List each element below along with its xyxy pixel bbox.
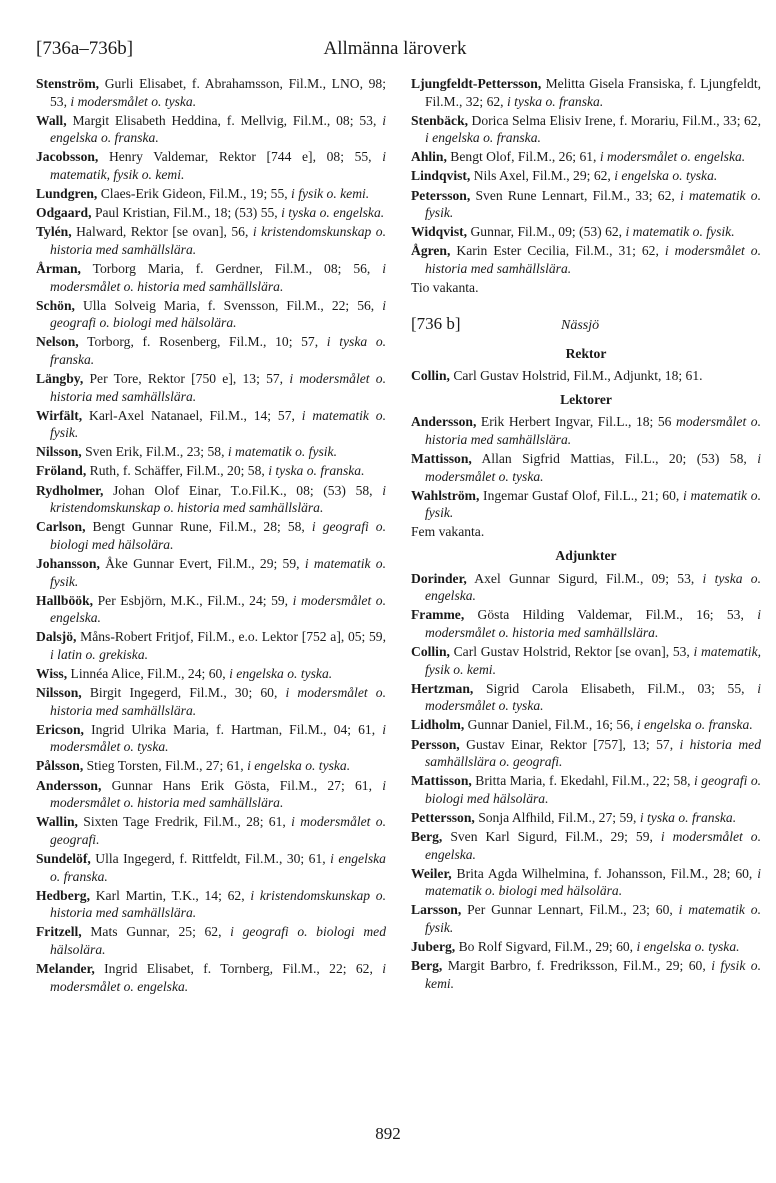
entry-subjects: i matematik o. fysik. [50, 407, 386, 441]
right-column [411, 75, 761, 994]
list-item [36, 407, 386, 442]
list-item [36, 148, 386, 183]
entry-subjects: i matematik o. fysik. [50, 555, 386, 589]
entry-subjects: i engelska o. tyska. [614, 168, 718, 184]
entry-name: Längby, [36, 371, 84, 386]
entry-name: Fröland, [36, 463, 87, 479]
entry-subjects: i engelska o. franska. [50, 112, 386, 146]
entry-name: Stenström, [36, 76, 100, 91]
list-item [36, 684, 386, 719]
entry-details: Bengt Olof, Fil.M., 26; 61, [450, 149, 597, 165]
entry-details: Nils Axel, Fil.M., 29; 62, [473, 168, 611, 184]
entry-name: Hallböök, [36, 592, 94, 608]
entry-details: Per Tore, Rektor [750 e], 13; 57, [89, 371, 284, 386]
entry-subjects: i modersmålet o. historia med samhällslära. [50, 260, 386, 294]
list-item [411, 680, 761, 715]
entry-name: Ahlin, [411, 149, 447, 165]
section-code-header: [736a–736b] [36, 38, 134, 59]
list-item [411, 736, 761, 771]
entry-subjects: i matematik, fysik o. kemi. [425, 644, 762, 677]
list-item [36, 185, 386, 203]
entry-name: Juberg, [411, 939, 456, 955]
list-item [411, 938, 761, 956]
list-item [411, 167, 761, 185]
entry-details: Åke Gunnar Evert, Fil.M., 29; 59, [105, 555, 300, 571]
page-number: 892 [375, 1124, 401, 1143]
entry-subjects: i modersmålet o. historia med samhällslära. [425, 607, 761, 640]
entry-details: Johan Olof Einar, T.o.Fil.K., 08; (53) 58, [113, 482, 373, 498]
entry-name: Mattisson, [411, 773, 472, 789]
entry-name: Dorinder, [411, 570, 467, 586]
entry-subjects: i modersmålet o. tyska. [425, 451, 762, 484]
entry-subjects: i fysik o. kemi. [291, 186, 370, 202]
list-item [36, 813, 386, 848]
list-item [411, 957, 761, 992]
entry-subjects: i modersmålet o. engelska. [425, 828, 761, 862]
entry-subjects: i modersmålet o. engelska. [50, 592, 386, 626]
list-item [36, 628, 386, 663]
entry-details: Stieg Torsten, Fil.M., 27; 61, [86, 758, 244, 774]
entry-details: Ingrid Ulrika Maria, f. Hartman, Fil.M., 04; 61, [91, 721, 376, 737]
entry-name: Sundelöf, [36, 850, 91, 866]
entry-details: Sven Erik, Fil.M., 23; 58, [85, 444, 225, 460]
entry-subjects: i engelska o. tyska. [636, 939, 740, 955]
entry-details: Margit Elisabeth Heddina, f. Mellvig, Fil.M., 08; 53, [72, 112, 377, 128]
list-item [36, 721, 386, 756]
entry-subjects: i tyska o. franska. [268, 463, 365, 479]
entry-name: Lundgren, [36, 186, 98, 202]
list-item [411, 367, 761, 385]
list-item [411, 112, 761, 147]
section-town: Nässjö [561, 317, 600, 333]
list-item [411, 828, 761, 863]
entry-subjects: i geografi o. biologi med hälsolära. [425, 773, 762, 806]
adjunkter-list [411, 570, 761, 993]
entry-details: Bo Rolf Sigvard, Fil.M., 29; 60, [458, 939, 634, 955]
list-item [36, 850, 386, 885]
list-item [36, 297, 386, 332]
entry-subjects: i matematik o. fysik. [425, 187, 761, 221]
entry-details: Gurli Elisabet, f. Abrahamsson, Fil.M., LNO, 98; 53, [50, 76, 387, 109]
entry-details: Sven Karl Sigurd, Fil.M., 29; 59, [450, 828, 653, 844]
list-item [411, 606, 761, 641]
list-item [411, 865, 761, 900]
entry-name: Melander, [36, 961, 95, 976]
right-top-list [411, 75, 761, 278]
entry-name: Johansson, [36, 555, 100, 571]
entry-details: Henry Valdemar, Rektor [744 e], 08; 55, [108, 149, 372, 165]
entry-details: Claes-Erik Gideon, Fil.M., 19; 55, [100, 186, 288, 202]
list-item [36, 112, 386, 147]
entry-details: Erik Herbert Ingvar, Fil.L., 18; 56 [480, 414, 672, 430]
entry-subjects: i matematik o. fysik. [425, 487, 761, 521]
entry-subjects: i kristendomskunskap o. historia med samhällslära. [50, 887, 387, 921]
entry-subjects: i geografi o. biologi med hälsolära. [50, 519, 386, 552]
lektorer-vacancy-note: Fem vakanta. [411, 524, 485, 540]
entry-name: Lindqvist, [411, 168, 471, 184]
entry-name: Carlson, [36, 519, 86, 535]
entry-subjects: i modersmålet o. geografi. [50, 814, 386, 847]
entry-subjects: i modersmålet o. engelska. [599, 149, 746, 165]
entry-details: Per Gunnar Lennart, Fil.M., 23; 60, [467, 902, 673, 918]
entry-subjects: i engelska o. franska. [50, 850, 386, 884]
list-item [36, 960, 386, 995]
list-item [411, 487, 761, 522]
list-item [36, 777, 386, 812]
entry-details: Bengt Gunnar Rune, Fil.M., 28; 58, [92, 519, 305, 535]
entry-subjects: i kristendomskunskap o. historia med samhällslära. [50, 224, 386, 257]
entry-name: Framme, [411, 607, 465, 623]
entry-name: Nilsson, [36, 685, 82, 701]
list-item [411, 450, 761, 485]
entry-name: Årman, [36, 260, 81, 276]
section-heading [411, 311, 761, 339]
list-item [411, 223, 761, 241]
entry-details: Sven Rune Lennart, Fil.M., 33; 62, [475, 187, 675, 203]
entry-details: Carl Gustav Holstrid, Fil.M., Adjunkt, 18; 61. [453, 368, 703, 384]
entry-subjects: i modersmålet o. historia med samhällslära. [50, 371, 386, 404]
entry-subjects: i tyska o. engelska. [281, 205, 385, 221]
list-item [36, 223, 386, 258]
entry-name: Berg, [411, 828, 443, 844]
list-item [36, 923, 386, 958]
list-item [36, 204, 386, 222]
list-item [36, 260, 386, 295]
list-item [36, 75, 386, 110]
left-column [36, 75, 386, 997]
entry-subjects: i modersmålet o. tyska. [425, 680, 761, 714]
entry-details: Gösta Hilding Valdemar, Fil.M., 16; 53, [477, 607, 744, 623]
entry-details: Karl-Axel Natanael, Fil.M., 14; 57, [89, 407, 295, 423]
list-item [411, 809, 761, 827]
entry-details: Paul Kristian, Fil.M., 18; (53) 55, [94, 205, 278, 221]
entry-details: Per Esbjörn, M.K., Fil.M., 24; 59, [97, 592, 289, 608]
entry-details: Sigrid Carola Elisabeth, Fil.M., 03; 55, [485, 680, 745, 696]
list-item [36, 462, 386, 480]
entry-details: Ingemar Gustaf Olof, Fil.L., 21; 60, [483, 487, 680, 503]
entry-name: Collin, [411, 644, 450, 660]
entry-details: Torborg Maria, f. Gerdner, Fil.M., 08; 56, [92, 260, 371, 276]
entry-details: Ulla Solveig Maria, f. Svensson, Fil.M., 22; 56, [82, 297, 375, 313]
entry-subjects: i matematik o. fysik. [227, 444, 337, 460]
entry-name: Petersson, [411, 187, 471, 203]
list-item [411, 187, 761, 222]
entry-name: Nilsson, [36, 444, 82, 460]
list-item [411, 716, 761, 734]
entry-details: Måns-Robert Fritjof, Fil.M., e.o. Lektor [752 a], 05; 59, [80, 629, 386, 645]
entry-name: Collin, [411, 368, 450, 384]
entry-subjects: i engelska o. franska. [425, 130, 541, 146]
entry-details: Melitta Gisela Fransiska, f. Ljungfeldt, Fil.M., 32; 62, [425, 76, 761, 109]
entry-name: Hedberg, [36, 887, 90, 903]
lektorer-list [411, 413, 761, 522]
entry-details: Karl Martin, T.K., 14; 62, [95, 887, 245, 903]
list-item [36, 665, 386, 683]
entry-name: Tylén, [36, 224, 72, 240]
entry-details: Allan Sigfrid Mattias, Fil.L., 20; (53) 58, [481, 451, 747, 467]
entry-subjects: i modersmålet o. engelska. [50, 961, 386, 994]
entry-subjects: i geografi o. biologi med hälsolära. [50, 297, 386, 331]
entry-subjects: i modersmålet o. historia med samhällslära. [50, 685, 386, 718]
entry-details: Carl Gustav Holstrid, Rektor [se ovan], 53, [453, 644, 690, 660]
entry-subjects: modersmålet o. historia med samhällslära. [425, 414, 761, 447]
entry-name: Mattisson, [411, 451, 472, 467]
entry-details: Gunnar Hans Erik Gösta, Fil.M., 27; 61, [111, 777, 372, 793]
page-header [36, 38, 754, 62]
entry-name: Hertzman, [411, 680, 474, 696]
entry-name: Ågren, [411, 243, 451, 259]
list-item [36, 555, 386, 590]
entry-subjects: i tyska o. franska. [50, 334, 387, 367]
entry-subjects: i modersmålet o. historia med samhällslära. [50, 777, 386, 811]
entry-subjects: i tyska o. franska. [506, 93, 604, 109]
entry-name: Persson, [411, 736, 460, 752]
entry-subjects: i latin o. grekiska. [50, 646, 149, 662]
entry-details: Linnéa Alice, Fil.M., 24; 60, [70, 666, 226, 681]
entry-details: Ulla Ingegerd, f. Rittfeldt, Fil.M., 30; 61, [95, 850, 326, 866]
entry-details: Halward, Rektor [se ovan], 56, [76, 224, 249, 240]
entry-name: Odgaard, [36, 205, 92, 221]
list-item [411, 570, 761, 605]
entry-details: Brita Agda Wilhelmina, f. Johansson, Fil.M., 28; 60, [456, 865, 753, 881]
entry-subjects: i tyska o. franska. [639, 809, 737, 825]
entry-name: Andersson, [411, 414, 477, 430]
entry-name: Stenbäck, [411, 112, 469, 128]
entry-details: Gunnar, Fil.M., 09; (53) 62, [470, 224, 623, 240]
list-item [411, 413, 761, 448]
list-item [36, 757, 386, 775]
entry-name: Pettersson, [411, 809, 475, 825]
entry-name: Wallin, [36, 814, 78, 830]
entry-name: Andersson, [36, 777, 102, 793]
entry-details: Gunnar Daniel, Fil.M., 16; 56, [467, 717, 634, 733]
entry-name: Wahlström, [411, 487, 480, 503]
entry-name: Pålsson, [36, 758, 84, 774]
entry-subjects: i geografi o. biologi med hälsolära. [50, 924, 387, 957]
entry-subjects: i modersmålet o. tyska. [70, 93, 197, 109]
entry-subjects: i tyska o. engelska. [425, 570, 761, 604]
entry-subjects: i matematik o. biologi med hälsolära. [425, 865, 761, 899]
entry-subjects: i matematik o. fysik. [425, 902, 761, 935]
entry-name: Dalsjö, [36, 629, 77, 645]
entry-name: Rydholmer, [36, 482, 104, 498]
entry-name: Schön, [36, 297, 75, 313]
list-item [36, 482, 386, 517]
entry-subjects: i matematik, fysik o. kemi. [50, 149, 386, 182]
entry-subjects: i kristendomskunskap o. historia med samhällslära. [50, 482, 386, 516]
entry-name: Jacobsson, [36, 149, 99, 165]
running-title: Allmänna läroverk [323, 38, 467, 59]
rektor-list [411, 367, 761, 385]
entry-name: Wall, [36, 112, 67, 128]
list-item [36, 333, 386, 368]
entry-name: Widqvist, [411, 224, 468, 240]
entry-details: Karin Ester Cecilia, Fil.M., 31; 62, [456, 243, 659, 259]
entry-details: Mats Gunnar, 25; 62, [90, 924, 222, 940]
entry-subjects: i modersmålet o. historia med samhällslära. [425, 243, 761, 276]
entry-details: Ruth, f. Schäffer, Fil.M., 20; 58, [89, 463, 265, 479]
list-item [36, 592, 386, 627]
entry-name: Weiler, [411, 865, 452, 881]
entry-name: Larsson, [411, 902, 462, 918]
list-item [411, 75, 761, 110]
entry-details: Birgit Ingegerd, Fil.M., 30; 60, [89, 685, 278, 701]
entry-details: Sixten Tage Fredrik, Fil.M., 28; 61, [83, 814, 286, 830]
list-item [411, 242, 761, 277]
entry-name: Ljungfeldt-Pettersson, [411, 76, 542, 91]
entry-subjects: i fysik o. kemi. [425, 958, 761, 991]
entry-name: Wiss, [36, 666, 68, 681]
entry-name: Ericson, [36, 721, 84, 737]
entry-details: Dorica Selma Elisiv Irene, f. Morariu, Fil.M., 33; 62, [471, 112, 761, 128]
list-item [411, 148, 761, 166]
entry-name: Fritzell, [36, 924, 82, 940]
entry-subjects: i matematik o. fysik. [625, 224, 735, 240]
vacancy-note: Tio vakanta. [411, 280, 479, 296]
entry-subjects: i engelska o. tyska. [247, 758, 351, 774]
entry-subjects: i modersmålet o. tyska. [50, 721, 386, 755]
list-item [411, 772, 761, 807]
list-item [411, 901, 761, 936]
entry-details: Torborg, f. Rosenberg, Fil.M., 10; 57, [87, 334, 319, 350]
list-item [36, 370, 386, 405]
rektor-heading: Rektor [565, 345, 607, 361]
list-item [36, 443, 386, 461]
entry-name: Wirfält, [36, 407, 83, 423]
list-item [36, 887, 386, 922]
entry-details: Axel Gunnar Sigurd, Fil.M., 09; 53, [474, 570, 695, 586]
entry-details: Sonja Alfhild, Fil.M., 27; 59, [478, 809, 637, 825]
entry-details: Gustav Einar, Rektor [757], 13; 57, [466, 736, 674, 752]
entry-name: Lidholm, [411, 717, 465, 733]
lektorer-heading: Lektorer [560, 391, 612, 407]
list-item [36, 518, 386, 553]
entry-details: Ingrid Elisabet, f. Tornberg, Fil.M., 22; 62, [104, 961, 373, 976]
entry-name: Berg, [411, 958, 443, 974]
adjunkter-heading: Adjunkter [555, 548, 617, 564]
section-code: [736 b] [411, 313, 461, 333]
entry-subjects: i engelska o. tyska. [229, 666, 333, 681]
entry-name: Nelson, [36, 334, 79, 350]
entry-subjects: i engelska o. franska. [636, 717, 753, 733]
entry-details: Margit Barbro, f. Fredriksson, Fil.M., 29; 60, [447, 958, 706, 974]
entry-subjects: i historia med samhällslära o. geografi. [425, 736, 762, 770]
list-item [411, 643, 761, 678]
entry-details: Britta Maria, f. Ekedahl, Fil.M., 22; 58, [475, 773, 691, 789]
